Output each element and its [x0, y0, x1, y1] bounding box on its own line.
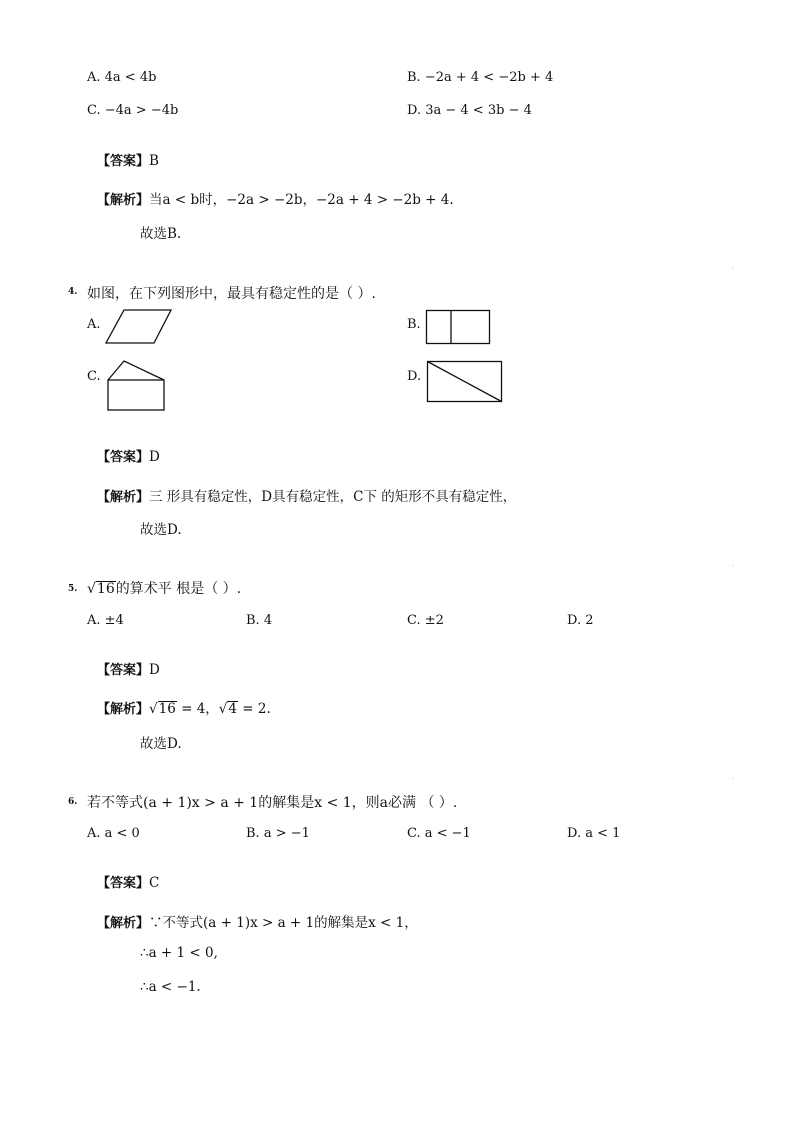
radicand: 16 [158, 701, 176, 717]
answer-value: B [149, 153, 159, 169]
q3-option-a: A. 4a < 4b [87, 70, 157, 85]
q5-option-d: D. 2 [567, 613, 594, 628]
q3-analysis [97, 188, 454, 208]
q4-label-b: B. [407, 317, 421, 332]
analysis-text: = 2. [238, 701, 271, 717]
radicand: 4 [228, 701, 237, 717]
q6-analysis-step-3: ∴a < −1. [140, 979, 201, 995]
analysis-text: = 4， [176, 701, 219, 717]
q5-option-a: A. ±4 [87, 613, 124, 628]
rectangle-with-diagonal-figure [426, 360, 504, 404]
q3-option-d: D. 3a − 4 < 3b − 4 [407, 103, 532, 118]
q6-analysis-step-2: ∴a + 1 < 0, [140, 945, 218, 961]
answer-tag: 【答案】 [97, 876, 150, 891]
answer-tag: 【答案】 [97, 154, 150, 169]
q6-option-b: B. a > −1 [246, 826, 310, 841]
answer-value: C [149, 875, 160, 891]
q4-label-c: C. [87, 369, 101, 384]
analysis-tag: 【解析】 [97, 490, 150, 505]
q4-question: 如图，在下列图形中，最具有稳定性的是（ ）. [87, 286, 376, 302]
q5-option-c: C. ±2 [407, 613, 444, 628]
analysis-tag: 【解析】 [97, 916, 150, 931]
q5-option-b: B. 4 [246, 613, 273, 628]
radicand: 16 [96, 581, 115, 597]
q5-conclusion: 故选D. [140, 736, 182, 752]
q6-option-d: D. a < 1 [567, 826, 621, 841]
analysis-text: 当a < b时，−2a > −2b，−2a + 4 > −2b + 4. [149, 192, 454, 208]
q6-option-c: C. a < −1 [407, 826, 471, 841]
q6-analysis [97, 911, 418, 931]
divided-rectangle-figure [425, 309, 493, 346]
house-shape-figure [106, 359, 168, 413]
q6-number: 6. [68, 797, 78, 807]
q4-label-d: D. [407, 369, 422, 384]
answer-tag: 【答案】 [97, 450, 150, 465]
q5-analysis [97, 697, 271, 717]
divider [732, 268, 734, 269]
divider [732, 565, 734, 566]
sqrt-symbol: √ [218, 701, 228, 717]
q5-number: 5. [68, 584, 78, 594]
analysis-tag: 【解析】 [97, 702, 150, 717]
answer-value: D [149, 662, 160, 678]
analysis-tag: 【解析】 [97, 193, 150, 208]
q4-answer [97, 446, 160, 465]
q5-question [87, 578, 241, 598]
q5-answer [97, 659, 160, 678]
divider [732, 778, 734, 779]
q5-question-text: 的算术平 根是（ ）. [115, 581, 242, 597]
analysis-text: ∵不等式(a + 1)x > a + 1的解集是x < 1， [149, 915, 418, 931]
q4-analysis [97, 485, 516, 505]
answer-value: D [149, 449, 160, 465]
parallelogram-figure [104, 309, 176, 345]
q6-option-a: A. a < 0 [87, 826, 140, 841]
q4-conclusion: 故选D. [140, 522, 182, 538]
q6-answer [97, 872, 159, 891]
q6-question: 若不等式(a + 1)x > a + 1的解集是x < 1，则a必满 （ ）. [87, 795, 458, 811]
q3-conclusion: 故选B. [140, 226, 182, 242]
sqrt-symbol: √ [87, 581, 96, 597]
q4-number: 4. [68, 287, 78, 297]
analysis-text: 三 形具有稳定性，D具有稳定性，C下 的矩形不具有稳定性， [149, 489, 517, 505]
q3-option-b: B. −2a + 4 < −2b + 4 [407, 70, 554, 85]
q3-option-c: C. −4a > −4b [87, 103, 179, 118]
answer-tag: 【答案】 [97, 663, 150, 678]
q3-answer [97, 150, 159, 169]
q4-label-a: A. [87, 317, 101, 332]
sqrt-symbol: √ [149, 701, 158, 717]
